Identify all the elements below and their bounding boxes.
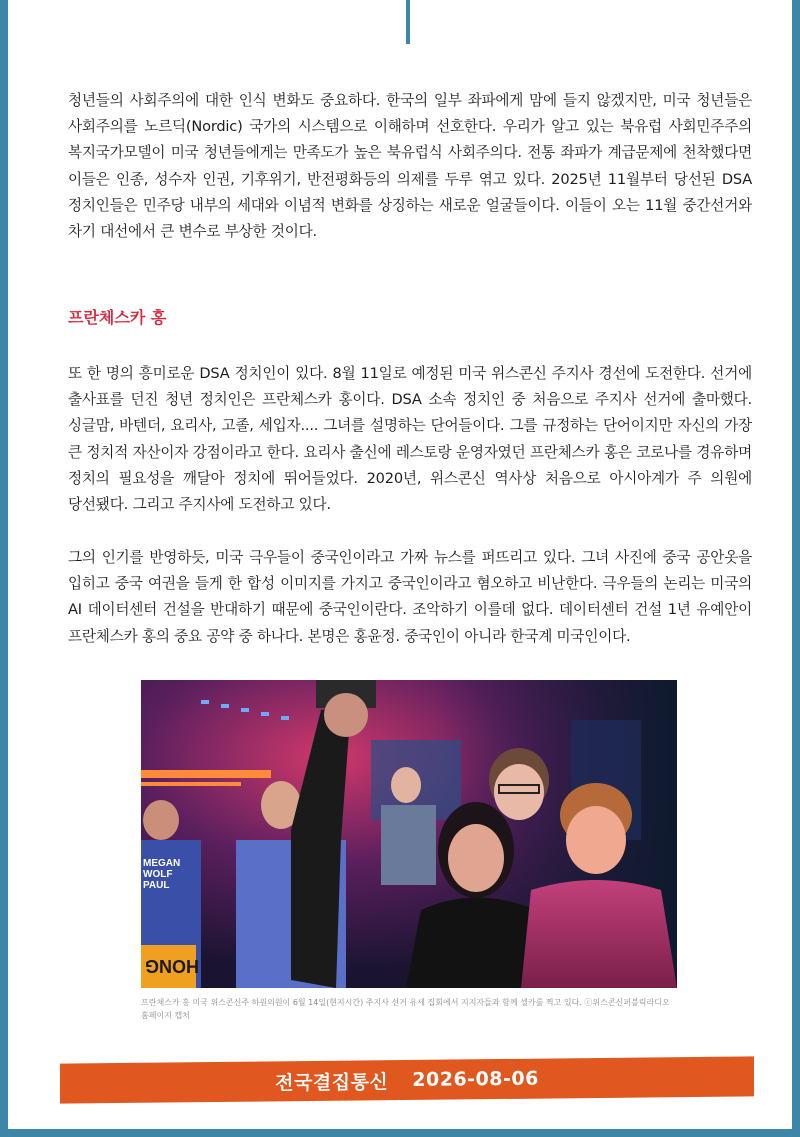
photo-shirt-text: MEGAN WOLF PAUL xyxy=(143,858,181,891)
paragraph-fake-news: 그의 인기를 반영하듯, 미국 극우들이 중국인이라고 가짜 뉴스를 퍼뜨리고 있다. 그녀 사진에 중국 공안옷을 입히고 중국 여권을 들게 한 합성 이미지를 가지고 중국인이라고 혐오하고 비난한다. 극우들의 논리는 미국의 AI 데이터센터 건설을 반대하기 때문에 중국인이란다. 조악하기 이를데 없다. 데이터센터 건설 1년 유예안이 프란체스카 홍의 중요 공약 중 하나다. 본명은 홍윤정. 중국인이 아니라 한국계 미국인이다. xyxy=(68,549,752,645)
paragraph-francesca-hong: 또 한 명의 흥미로운 DSA 정치인이 있다. 8월 11일로 예정된 미국 위스콘신 주지사 경선에 도전한다. 선거에 출사표를 던진 청년 정치인은 프란체스카 홍이다. DSA 소속 정치인 중 처음으로 주지사 선거에 출마했다. 싱글맘, 바텐더, 요리사, 고졸, 세입자.... 그녀를 설명하는 단어들이다. 그를 규정하는 단어이지만 자신의 가장 큰 정치적 자산이자 강점이라고 한다. 요리사 출신에 레스토랑 운영자였던 프란체스카 홍은 코로나를 경유하며 정치의 필요성을 깨달아 정치에 뛰어들었다. 2020년, 위스콘신 역사상 처음으로 아시아계가 주 의원에 당선됐다. 그리고 주지사에 도전하고 있다. xyxy=(68,365,752,514)
rally-selfie-photo xyxy=(141,680,677,988)
section-heading: 프란체스카 홍 xyxy=(68,308,167,327)
paragraph-youth-socialism: 청년들의 사회주의에 대한 인식 변화도 중요하다. 한국의 일부 좌파에게 맘에 들지 않겠지만, 미국 청년들은 사회주의를 노르딕(Nordic) 국가의 시스템으로 이해하며 선호한다. 우리가 알고 있는 북유럽 사회민주주의 복지국가모델이 미국 청년들에게는 만족도가 높은 북유럽식 사회주의다. 전통 좌파가 계급문제에 천착했다면 이들은 인종, 성수자 인권, 기후위기, 반전평화등의 의제를 두루 엮고 있다. 2025년 11월부터 당선된 DSA 정치인들은 민주당 내부의 세대와 이념적 변화를 상징하는 새로운 얼굴들이다. 이들이 오는 11월 중간선거와 차기 대선에서 큰 변수로 부상한 것이다. xyxy=(68,92,752,241)
footer-band xyxy=(60,1056,754,1103)
article-page xyxy=(8,0,792,1129)
top-divider xyxy=(406,0,410,44)
publication-date: 2026-08-06 xyxy=(412,1067,539,1091)
photo-sign-text: HONG xyxy=(145,956,199,976)
photo-caption: 프란체스카 홍 미국 위스콘신주 하원의원이 6월 14일(현지시간) 주지사 선거 유세 집회에서 지지자들과 함께 셀카를 찍고 있다. ⓒ위스콘신퍼블릭라디오 홈페이지 캡처 xyxy=(141,998,670,1020)
publication-name: 전국결집통신 xyxy=(275,1070,389,1094)
